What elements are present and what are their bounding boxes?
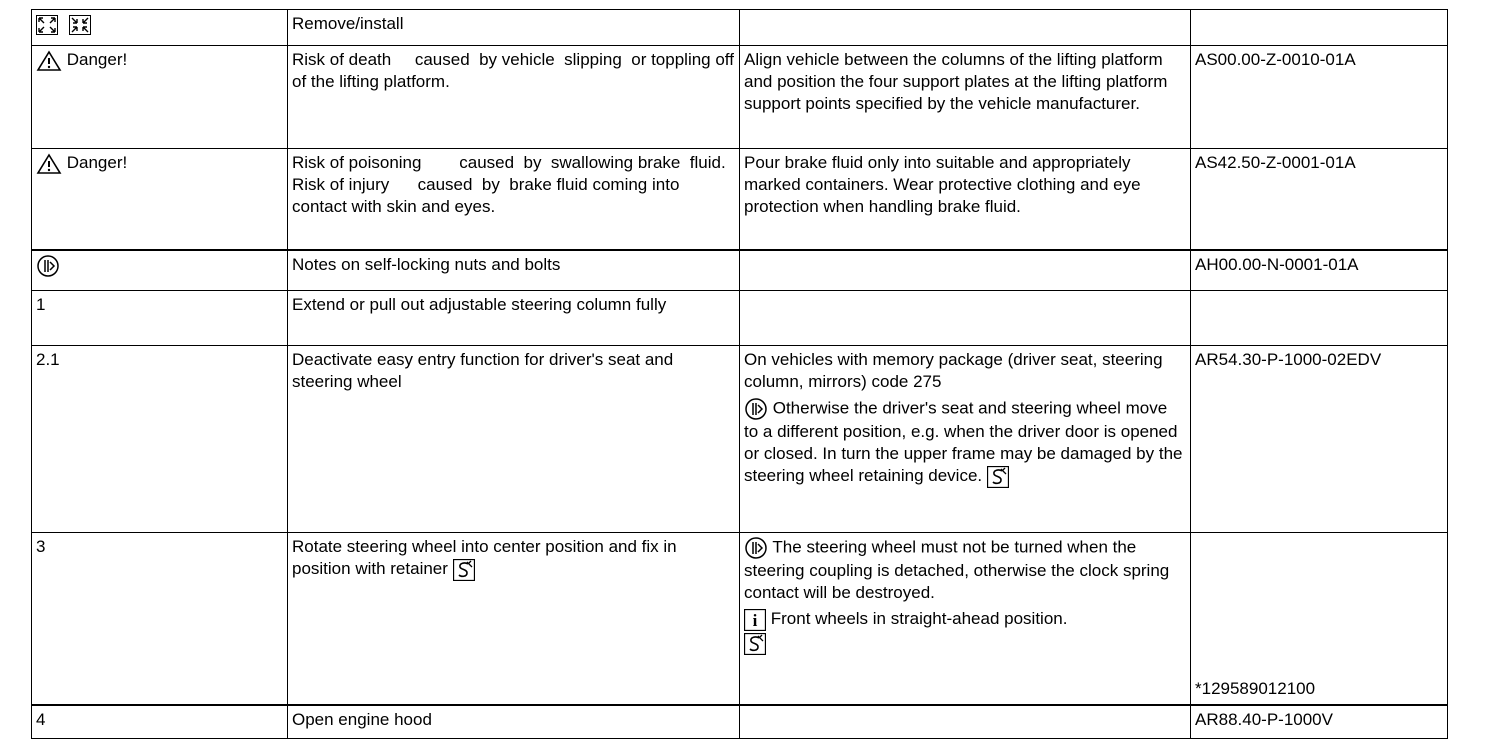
expand-icon <box>36 15 58 35</box>
table-row <box>32 250 1448 291</box>
special-tool-icon[interactable] <box>987 466 1009 488</box>
note-arrow-icon <box>744 397 768 421</box>
step-text: Risk of poisoning caused by swallowing brake fluid. Risk of injury caused by brake fluid coming into contact with skin and eyes. <box>288 149 740 251</box>
step-text-cell <box>288 533 740 706</box>
reference-link[interactable]: AR88.40-P-1000V <box>1191 705 1448 739</box>
note-arrow-icon <box>744 536 768 560</box>
step-text: Extend or pull out adjustable steering column fully <box>288 291 740 346</box>
table-row <box>32 533 1448 706</box>
info-icon <box>744 609 766 631</box>
info-text: Front wheels in straight-ahead position. <box>770 609 1068 628</box>
step-text: Notes on self-locking nuts and bolts <box>288 250 740 291</box>
step-text: Deactivate easy entry function for driver's seat and steering wheel <box>288 346 740 533</box>
reference-link[interactable]: AS00.00-Z-0010-01A <box>1191 46 1448 149</box>
warning-triangle-icon <box>36 50 62 72</box>
notes-cell <box>740 10 1191 46</box>
reference-cell <box>1191 291 1448 346</box>
tool-ref <box>744 633 1186 656</box>
table-row <box>32 291 1448 346</box>
step-text: Remove/install <box>288 10 740 46</box>
reference-link[interactable]: AR54.30-P-1000-02EDV <box>1191 346 1448 533</box>
table-row <box>32 346 1448 533</box>
symbol-cell <box>32 250 288 291</box>
step-text: Risk of death caused by vehicle slipping or toppling off of the lifting platform. <box>288 46 740 149</box>
notes-cell: Pour brake fluid only into suitable and appropriately marked containers. Wear protective clothing and eye protection when handling brake fluid. <box>740 149 1191 251</box>
notes-cell <box>740 291 1191 346</box>
step-number: 4 <box>32 705 288 739</box>
notes-cell <box>740 533 1191 706</box>
notes-cell: Align vehicle between the columns of the lifting platform and position the four support plates at the lifting platform support points specified by the vehicle manufacturer. <box>740 46 1191 149</box>
reference-link[interactable]: AH00.00-N-0001-01A <box>1191 250 1448 291</box>
step-text: Open engine hood <box>288 705 740 739</box>
info-note <box>744 608 1186 631</box>
svg-text:i: i <box>752 610 758 630</box>
step-text: Rotate steering wheel into center position and fix in position with retainer <box>292 537 677 578</box>
note-text: On vehicles with memory package (driver seat, steering column, mirrors) code 275 <box>744 350 1163 391</box>
symbol-cell <box>32 149 288 251</box>
step-number: 1 <box>32 291 288 346</box>
caution-note <box>744 397 1186 488</box>
caution-text: Otherwise the driver's seat and steering wheel move to a different position, e.g. when the driver door is opened or closed. In turn the upper frame may be damaged by the steering wheel retaining device. <box>744 398 1183 485</box>
step-number: 3 <box>32 533 288 706</box>
danger-label: Danger! <box>66 50 128 69</box>
procedure-table <box>31 9 1448 739</box>
table-row <box>32 149 1448 251</box>
reference-link[interactable]: AS42.50-Z-0001-01A <box>1191 149 1448 251</box>
reference-cell <box>1191 10 1448 46</box>
tool-part-number[interactable]: *129589012100 <box>1195 679 1316 698</box>
table-row <box>32 705 1448 739</box>
danger-label: Danger! <box>66 153 128 172</box>
special-tool-icon[interactable] <box>744 633 766 655</box>
note-arrow-icon <box>36 254 60 278</box>
symbol-cell <box>32 46 288 149</box>
special-tool-icon[interactable] <box>453 559 475 581</box>
step-number: 2.1 <box>32 346 288 533</box>
table-row <box>32 46 1448 149</box>
caution-text: The steering wheel must not be turned when the steering coupling is detached, otherwise the clock spring contact will be destroyed. <box>744 537 1170 602</box>
notes-cell <box>740 250 1191 291</box>
notes-cell <box>740 705 1191 739</box>
notes-cell <box>740 346 1191 533</box>
collapse-icon <box>69 15 91 35</box>
reference-cell <box>1191 533 1448 706</box>
warning-triangle-icon <box>36 153 62 175</box>
symbol-cell <box>32 10 288 46</box>
table-row <box>32 10 1448 46</box>
caution-note <box>744 536 1186 604</box>
